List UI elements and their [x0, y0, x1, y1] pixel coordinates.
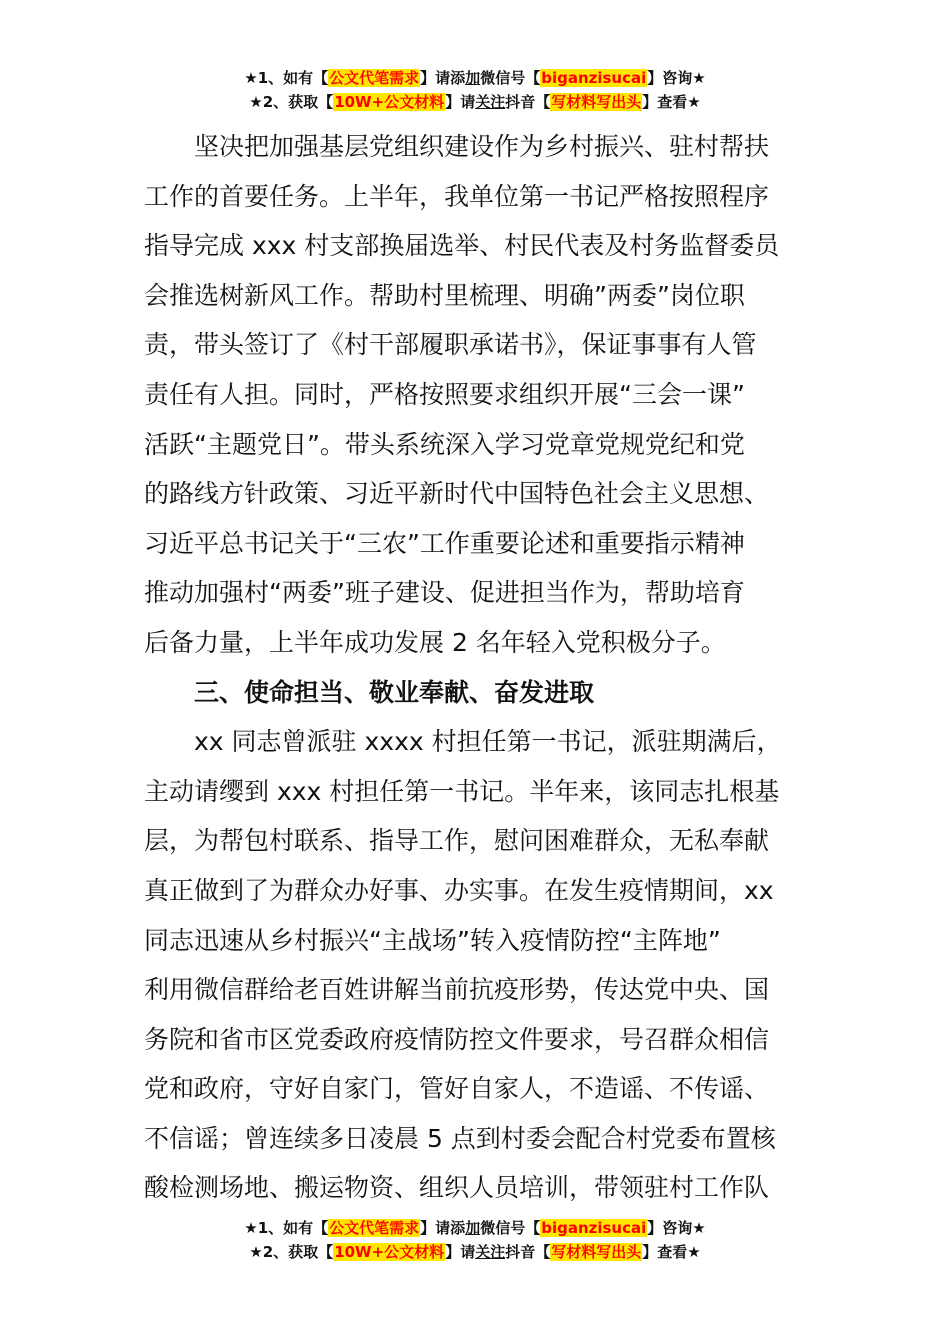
text-line: 同志迅速从乡村振兴“主战场”转入疫情防控“主阵地”	[144, 925, 721, 955]
highlight-materials: 10W+公文材料	[334, 1243, 445, 1261]
top-banner	[0, 66, 950, 114]
text-line: 习近平总书记关于“三农”工作重要论述和重要指示精神	[144, 528, 745, 558]
bottom-banner	[0, 1216, 950, 1264]
paragraph-mission	[144, 717, 808, 1213]
section-heading: 三、使命担当、敬业奉献、奋发进取	[194, 677, 595, 707]
text-line: 会推选树新风工作。帮助村里梳理、明确”两委”岗位职	[144, 280, 745, 310]
text-line: 层，为帮包村联系、指导工作，慰问困难群众，无私奉献	[144, 826, 770, 856]
highlight-douyin-account: 写材料写出头	[551, 1243, 642, 1261]
highlight-service: 公文代笔需求	[329, 69, 420, 87]
highlight-service: 公文代笔需求	[329, 1219, 420, 1237]
text-line: 责，带头签订了《村干部履职承诺书》，保证事事有人管	[144, 330, 757, 360]
text-line: 推动加强村“两委”班子建设、促进担当作为，帮助培育	[144, 578, 745, 608]
text-line: 主动请缨到 xxx 村担任第一书记。半年来，该同志扎根基	[144, 776, 780, 806]
text-line: 党和政府，守好自家门，管好自家人，不造谣、不传谣、	[144, 1074, 770, 1104]
highlight-wechat-id: biganzisucai	[541, 69, 647, 87]
banner-line-1: ★1、如有【公文代笔需求】请添加微信号【biganzisucai】咨询★	[244, 1219, 706, 1237]
text-line: 真正做到了为群众办好事、办实事。在发生疫情期间，xx	[144, 875, 774, 905]
text-line: 不信谣；曾连续多日凌晨 5 点到村委会配合村党委布置核	[144, 1123, 776, 1153]
highlight-wechat-id: biganzisucai	[541, 1219, 647, 1237]
text-line: 后备力量，上半年成功发展 2 名年轻入党积极分子。	[144, 627, 726, 657]
text-line: 责任有人担。同时，严格按照要求组织开展“三会一课”	[144, 379, 745, 409]
text-line: 利用微信群给老百姓讲解当前抗疫形势，传达党中央、国	[144, 975, 770, 1005]
text-line: 务院和省市区党委政府疫情防控文件要求，号召群众相信	[144, 1024, 770, 1054]
text-line: 坚决把加强基层党组织建设作为乡村振兴、驻村帮扶	[194, 132, 770, 161]
highlight-materials: 10W+公文材料	[334, 93, 445, 111]
text-line: 酸检测场地、搬运物资、组织人员培训，带领驻村工作队	[144, 1173, 770, 1203]
text-line: xx 同志曾派驻 xxxx 村担任第一书记，派驻期满后，	[194, 727, 782, 757]
banner-line-2: ★2、获取【10W+公文材料】请关注抖音【写材料写出头】查看★	[249, 1243, 701, 1261]
text-line: 指导完成 xxx 村支部换届选举、村民代表及村务监督委员	[144, 231, 780, 261]
text-line: 工作的首要任务。上半年，我单位第一书记严格按照程序	[144, 181, 770, 211]
banner-line-2: ★2、获取【10W+公文材料】请关注抖音【写材料写出头】查看★	[249, 93, 701, 111]
text-line: 活跃“主题党日”。带头系统深入学习党章党规党纪和党	[144, 429, 745, 459]
text-line: 的路线方针政策、习近平新时代中国特色社会主义思想、	[144, 479, 770, 509]
highlight-douyin-account: 写材料写出头	[551, 93, 642, 111]
banner-line-1: ★1、如有【公文代笔需求】请添加微信号【biganzisucai】咨询★	[244, 69, 706, 87]
paragraph-party-building	[144, 122, 808, 668]
document-body	[144, 122, 808, 1213]
